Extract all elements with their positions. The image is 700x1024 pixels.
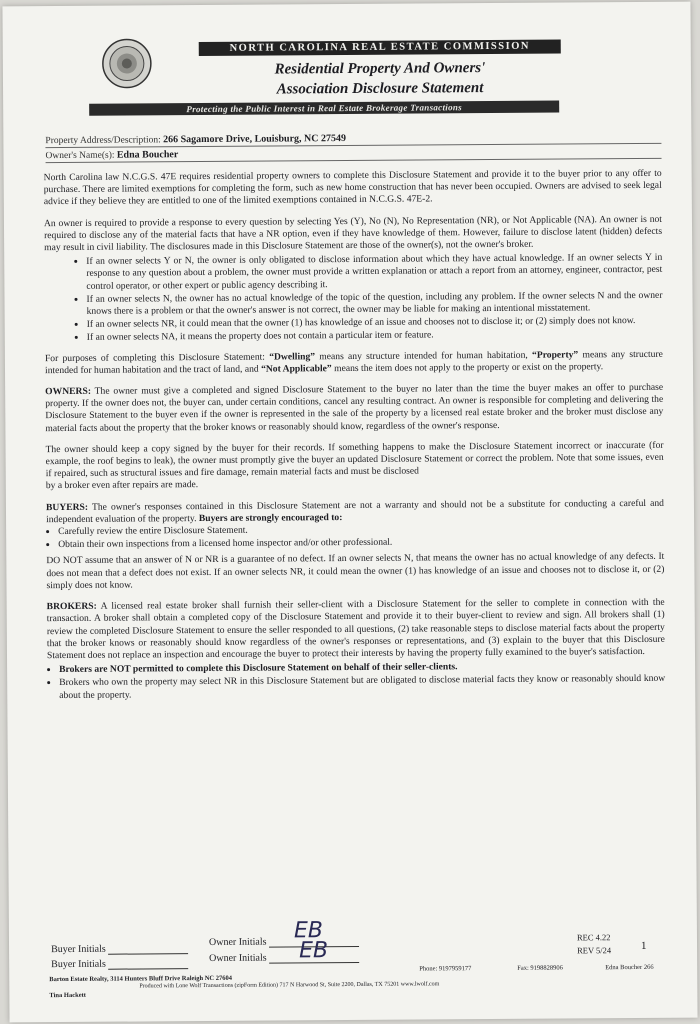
response-options-list (44, 252, 663, 345)
list-item: • If an owner selects N, the owner has no actual knowledge of the topic of the question, including any problem. If the owner selects N and the owner knows there is a problem or that the owner's answer is not correct, the owner may be liable for making an intentional misstatement. (86, 290, 662, 318)
owner-name-value: Edna Boucher (116, 149, 179, 161)
owner-initials-label: Owner Initials (209, 952, 267, 964)
commission-banner: NORTH CAROLINA REAL ESTATE COMMISSION (199, 40, 561, 57)
list-item: • If an owner selects Y or N, the owner is only obligated to disclose information about which they have actual knowledge. If an owner selects Y in response to any question about a problem, the owner must provide a written explanation or attach a report from an attorney, engineer, contractor, pest control operator, or other expert or public agency describing it. (86, 252, 662, 293)
address-value: 266 Sagamore Drive, Louisburg, NC 27549 (163, 133, 346, 146)
definition-not-applicable: means the item does not apply to the property or exist on the property. (331, 361, 604, 374)
intro-paragraph: North Carolina law N.C.G.S. 47E requires residential property owners to complete this Disclosure Statement and provide it to the buyer prior to any offer to purchase. There are limited exemptions for completing the form, such as new home construction that has never been occupied. Owners are advised to seek legal advice if they believe they are entitled to one of the limited exemptions contained in N.C.G.S. 47E-2. (43, 167, 662, 208)
owner-name-label: Owner's Name(s): (45, 150, 115, 162)
brokers-paragraph (47, 597, 665, 662)
owner-initials-label: Owner Initials (208, 936, 267, 948)
brokers-heading: BROKERS: (46, 600, 97, 613)
form-code: REC 4.22 (576, 932, 611, 943)
owner-initials-row-2 (209, 952, 359, 964)
buyer-initials-row-2 (51, 958, 188, 970)
owners-paragraph (45, 382, 663, 435)
disclosure-body (44, 168, 666, 706)
definitions-intro: For purposes of completing this Disclosure Statement: (44, 351, 270, 364)
brokers-list (47, 660, 665, 702)
definition-dwelling: means any structure intended for human habitation, (314, 349, 533, 362)
buyer-initials-label: Buyer Initials (51, 958, 106, 971)
owner-signature-1: EB (293, 918, 324, 944)
file-name: Edna Boucher 266 (605, 963, 654, 972)
owner-initials-row-1 (209, 936, 359, 948)
term-dwelling: “Dwelling” (269, 350, 316, 363)
tagline-banner: Protecting the Public Interest in Real Estate Brokerage Transactions (89, 101, 559, 116)
owners-update-paragraph: The owner should keep a copy signed by the buyer for their records. If something happens to make the Disclosure Statement incorrect or inaccurate (for example, the roof begins to leak), the owner must promptly give the buyer an updated Disclosure Statement or correct the problem. Note that some issues, even if repaired, such as structural issues and fire damage, remain material facts and must be disclosed (45, 439, 664, 480)
owners-text: The owner must give a completed and signed Disclosure Statement to the buyer no later than the time the buyer makes an offer to purchase property. If the owner does not, the buyer can, under certain conditions, cancel any resulting contract. An owner is responsible for completing and delivering the Disclosure Statement to the buyer even if the owner is represented in the sale of the property by a licensed real estate broker and the broker must disclose any material facts about the property that the broker knows or reasonably should know, regardless of the owner's response. (45, 381, 664, 434)
revision: REV 5/24 (577, 945, 612, 956)
buyer-initials-label: Buyer Initials (51, 943, 106, 956)
agent-name: Tina Hackett (49, 991, 86, 1000)
buyers-encouraged: Buyers are strongly encouraged to: (198, 511, 343, 524)
buyer-initials-field[interactable] (108, 953, 188, 955)
buyers-list (46, 522, 664, 552)
list-item: • If an owner selects NA, it means the property does not contain a particular item or feature. (87, 328, 663, 344)
page-number: 1 (640, 939, 647, 952)
response-paragraph: An owner is required to provide a response to every question by selecting Yes (Y), No (N), No Representation (NR), or Not Applicable (NA). An owner is not required to disclose any of the material facts that have a NR option, even if they have knowledge of them. However, failure to disclose latent (hidden) defects may result in civil liability. The disclosures made in this Disclosure Statement are those of the owner(s), not the owner's broker. (43, 213, 663, 254)
phone: Phone: 9197959177 (419, 965, 472, 973)
term-not-applicable: “Not Applicable” (261, 362, 332, 375)
office-info: Barton Estate Realty, 3114 Hunters Bluff Drive Raleigh NC 27604 (49, 974, 232, 984)
term-property: “Property” (531, 349, 579, 361)
brokers-text: A licensed real estate broker shall furnish their seller-client with a Disclosure Statement for the seller to complete in connection with the transaction. A broker shall obtain a completed copy of the Disclosure Statement and provide it to their buyer-client to review and sign. All brokers shall (1) review the completed Disclosure Statement to ensure the seller responded to all questions, (2) take reasonable steps to disclose material facts about the property that the broker knows or reasonably should know regardless of the owner's responses or representations, and (3) explain to the buyer that this Disclosure Statement does not replace an inspection and encourage the buyer to protect their interests by having the property fully examined to the buyer's satisfaction. (46, 596, 665, 662)
form-title-line1: Residential Property And Owners' (274, 60, 486, 78)
form-title-line2: Association Disclosure Statement (276, 80, 484, 98)
buyers-text: The owner's responses contained in this Disclosure Statement are not a warranty and should not be a substitute for conducting a careful and independent evaluation of the property. (46, 497, 664, 525)
list-item: • Brokers who own the property may select NR in this Disclosure Statement but are obligated to disclose material facts they know or reasonably should know about the property. (59, 673, 665, 702)
owners-update-paragraph-end: by a broker even after repairs are made. (45, 479, 199, 492)
disclosure-page (2, 2, 697, 1023)
form-title (199, 58, 561, 101)
commission-seal-icon (101, 37, 153, 89)
owners-heading: OWNERS: (45, 385, 92, 398)
definition-property: means any structure intended for human habitation and the tract of land, and (44, 348, 663, 376)
owner-name-field (45, 149, 178, 161)
buyer-initials-field[interactable] (108, 968, 188, 970)
list-item: • If an owner selects NR, it could mean that the owner (1) has knowledge of an issue and chooses not to disclose it; or (2) simply does not know. (87, 315, 663, 331)
fax: Fax: 9198828906 (517, 964, 563, 972)
list-item: • Carefully review the entire Disclosure Statement. (58, 522, 664, 538)
list-item: • Obtain their own inspections from a licensed home inspector and/or other professional. (58, 535, 664, 551)
buyer-initials-row-1 (51, 943, 188, 955)
owner-signature-2: EB (298, 938, 329, 964)
list-item: • Brokers are NOT permitted to complete this Disclosure Statement on behalf of their seller-clients. (59, 660, 665, 676)
address-field (45, 133, 346, 146)
address-label: Property Address/Description: (45, 135, 161, 147)
buyers-warning-paragraph: DO NOT assume that an answer of N or NR is a guarantee of no defect. If an owner selects N, that means the owner has no actual knowledge of any defects. It does not mean that a defect does not exist. If an owner selects NR, it could mean the owner (1) has knowledge of an issue and chooses not to disclose it, or (2) simply does not know. (46, 551, 665, 592)
buyers-heading: BUYERS: (45, 501, 89, 513)
produced-with: Produced with Lone Wolf Transactions (zipForm Edition) 717 N Harwood St, Suite 2200, Dallas, TX 75201 www.lwolf.com (139, 981, 440, 990)
definitions-paragraph (45, 348, 663, 377)
